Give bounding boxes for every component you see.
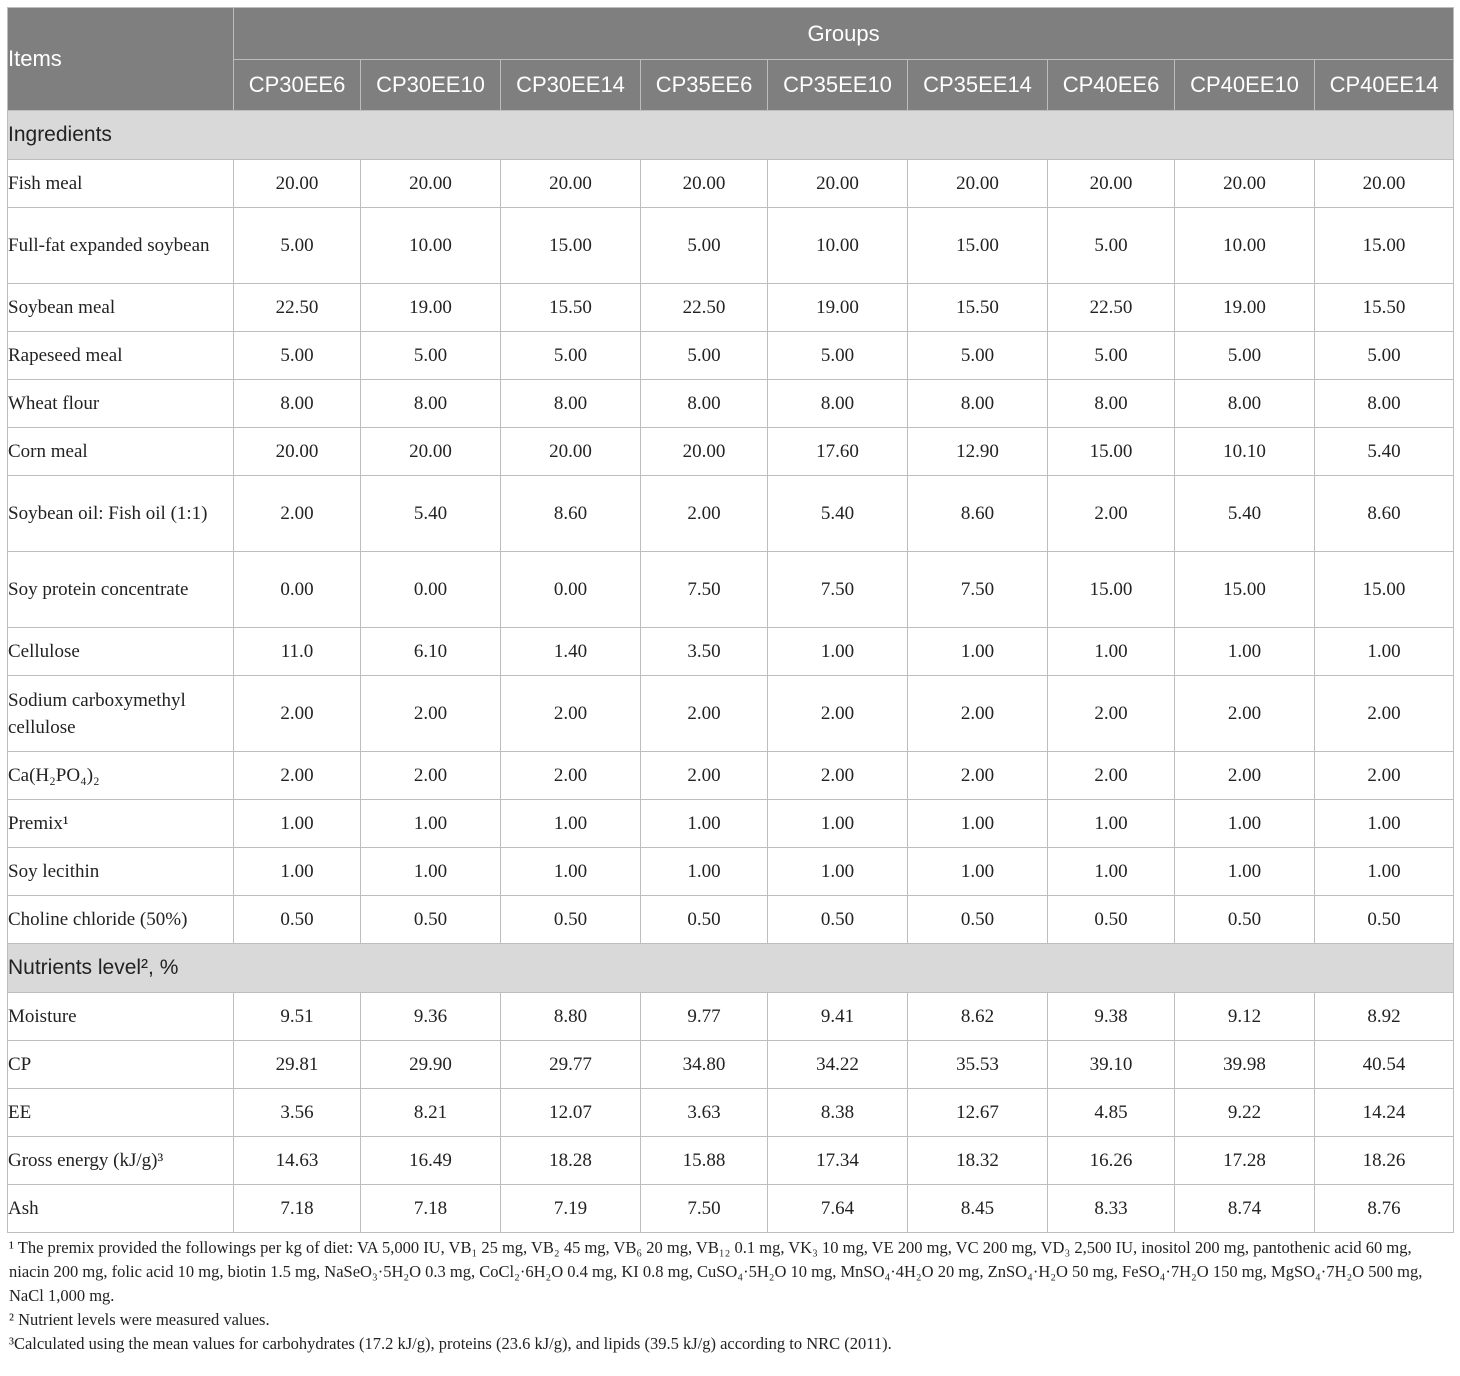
table-cell: 7.50 (908, 552, 1048, 628)
row-label: Moisture (8, 993, 234, 1041)
table-cell: 8.00 (501, 380, 641, 428)
table-cell: 8.00 (908, 380, 1048, 428)
table-cell: 5.40 (361, 476, 501, 552)
table-cell: 8.00 (1175, 380, 1315, 428)
table-cell: 0.50 (641, 896, 768, 944)
table-cell: 2.00 (1048, 676, 1175, 752)
table-cell: 20.00 (234, 160, 361, 208)
table-cell: 17.34 (768, 1137, 908, 1185)
table-cell: 5.00 (1175, 332, 1315, 380)
table-cell: 9.22 (1175, 1089, 1315, 1137)
table-cell: 20.00 (641, 160, 768, 208)
table-cell: 2.00 (234, 676, 361, 752)
table-cell: 1.00 (1315, 628, 1454, 676)
table-cell: 16.26 (1048, 1137, 1175, 1185)
row-label: Soy protein concentrate (8, 552, 234, 628)
table-cell: 8.80 (501, 993, 641, 1041)
group-header-cell: CP35EE14 (908, 60, 1048, 111)
group-header-cell: CP40EE14 (1315, 60, 1454, 111)
table-cell: 7.18 (234, 1185, 361, 1233)
table-cell: 4.85 (1048, 1089, 1175, 1137)
table-cell: 20.00 (908, 160, 1048, 208)
table-cell: 2.00 (768, 752, 908, 800)
table-cell: 20.00 (1175, 160, 1315, 208)
table-cell: 10.00 (1175, 208, 1315, 284)
table-cell: 15.00 (501, 208, 641, 284)
table-cell: 3.56 (234, 1089, 361, 1137)
table-row (8, 1185, 1454, 1233)
table-cell: 1.00 (1315, 848, 1454, 896)
table-cell: 9.41 (768, 993, 908, 1041)
table-cell: 8.21 (361, 1089, 501, 1137)
table-cell: 0.00 (234, 552, 361, 628)
table-cell: 2.00 (768, 676, 908, 752)
table-cell: 3.63 (641, 1089, 768, 1137)
table-cell: 8.92 (1315, 993, 1454, 1041)
diet-composition-table (7, 7, 1454, 1233)
row-label: Ca(H₂PO₄)₂ (8, 752, 234, 800)
section-row (8, 111, 1454, 160)
table-cell: 7.18 (361, 1185, 501, 1233)
table-cell: 2.00 (361, 676, 501, 752)
table-cell: 1.00 (1048, 800, 1175, 848)
table-row (8, 752, 1454, 800)
group-header-cell: CP30EE14 (501, 60, 641, 111)
row-label: CP (8, 1041, 234, 1089)
table-cell: 5.40 (1315, 428, 1454, 476)
table-cell: 6.10 (361, 628, 501, 676)
row-label: Premix¹ (8, 800, 234, 848)
table-cell: 19.00 (768, 284, 908, 332)
table-cell: 15.50 (501, 284, 641, 332)
table-cell: 10.10 (1175, 428, 1315, 476)
table-cell: 15.50 (1315, 284, 1454, 332)
row-label: Gross energy (kJ/g)³ (8, 1137, 234, 1185)
table-cell: 0.50 (1315, 896, 1454, 944)
table-cell: 5.00 (768, 332, 908, 380)
table-cell: 2.00 (1048, 752, 1175, 800)
row-label: EE (8, 1089, 234, 1137)
table-cell: 2.00 (1175, 676, 1315, 752)
table-container (7, 7, 1453, 1356)
table-cell: 5.00 (908, 332, 1048, 380)
table-cell: 20.00 (501, 428, 641, 476)
table-cell: 8.00 (1048, 380, 1175, 428)
table-cell: 0.50 (908, 896, 1048, 944)
table-row (8, 628, 1454, 676)
table-cell: 8.00 (768, 380, 908, 428)
table-cell: 2.00 (1315, 676, 1454, 752)
table-cell: 8.74 (1175, 1185, 1315, 1233)
table-cell: 15.00 (1315, 208, 1454, 284)
row-label: Wheat flour (8, 380, 234, 428)
group-header-cell: CP40EE6 (1048, 60, 1175, 111)
table-cell: 20.00 (234, 428, 361, 476)
table-cell: 8.00 (1315, 380, 1454, 428)
table-row (8, 428, 1454, 476)
table-cell: 5.00 (361, 332, 501, 380)
section-title: Ingredients (8, 111, 1454, 160)
table-cell: 5.00 (641, 332, 768, 380)
table-row (8, 800, 1454, 848)
table-cell: 22.50 (1048, 284, 1175, 332)
table-cell: 8.60 (908, 476, 1048, 552)
table-cell: 2.00 (234, 476, 361, 552)
groups-header: Groups (234, 8, 1454, 60)
table-cell: 1.00 (768, 800, 908, 848)
table-cell: 8.00 (234, 380, 361, 428)
table-cell: 20.00 (641, 428, 768, 476)
table-cell: 20.00 (361, 428, 501, 476)
table-cell: 10.00 (768, 208, 908, 284)
table-cell: 34.80 (641, 1041, 768, 1089)
table-cell: 8.33 (1048, 1185, 1175, 1233)
table-cell: 12.67 (908, 1089, 1048, 1137)
table-cell: 1.00 (1175, 848, 1315, 896)
table-cell: 39.98 (1175, 1041, 1315, 1089)
table-cell: 5.00 (1048, 208, 1175, 284)
table-cell: 20.00 (501, 160, 641, 208)
table-cell: 0.50 (234, 896, 361, 944)
table-cell: 17.28 (1175, 1137, 1315, 1185)
table-cell: 15.00 (1048, 552, 1175, 628)
table-cell: 5.00 (234, 332, 361, 380)
table-cell: 8.60 (501, 476, 641, 552)
table-cell: 8.60 (1315, 476, 1454, 552)
table-cell: 2.00 (1315, 752, 1454, 800)
table-row (8, 896, 1454, 944)
table-row (8, 476, 1454, 552)
table-cell: 1.00 (234, 800, 361, 848)
table-cell: 18.32 (908, 1137, 1048, 1185)
table-row (8, 552, 1454, 628)
row-label: Rapeseed meal (8, 332, 234, 380)
table-cell: 19.00 (361, 284, 501, 332)
table-cell: 8.38 (768, 1089, 908, 1137)
table-cell: 2.00 (908, 752, 1048, 800)
table-cell: 5.00 (1315, 332, 1454, 380)
table-cell: 15.00 (1048, 428, 1175, 476)
group-header-cell: CP40EE10 (1175, 60, 1315, 111)
table-cell: 5.40 (1175, 476, 1315, 552)
table-cell: 1.00 (768, 628, 908, 676)
row-label: Soybean meal (8, 284, 234, 332)
table-cell: 29.81 (234, 1041, 361, 1089)
table-cell: 0.50 (361, 896, 501, 944)
table-cell: 0.50 (1175, 896, 1315, 944)
table-row (8, 160, 1454, 208)
table-cell: 7.64 (768, 1185, 908, 1233)
table-cell: 22.50 (234, 284, 361, 332)
table-cell: 8.62 (908, 993, 1048, 1041)
section-row (8, 944, 1454, 993)
table-row (8, 284, 1454, 332)
table-cell: 1.00 (501, 800, 641, 848)
table-cell: 5.00 (641, 208, 768, 284)
table-row (8, 676, 1454, 752)
table-body (8, 111, 1454, 1233)
table-cell: 1.00 (1175, 800, 1315, 848)
table-cell: 1.00 (234, 848, 361, 896)
table-cell: 1.00 (908, 628, 1048, 676)
table-cell: 9.36 (361, 993, 501, 1041)
items-header: Items (8, 8, 234, 111)
table-cell: 7.50 (641, 1185, 768, 1233)
table-cell: 1.00 (501, 848, 641, 896)
table-cell: 1.00 (1315, 800, 1454, 848)
row-label: Fish meal (8, 160, 234, 208)
table-cell: 18.28 (501, 1137, 641, 1185)
table-cell: 40.54 (1315, 1041, 1454, 1089)
table-cell: 0.50 (1048, 896, 1175, 944)
table-cell: 15.88 (641, 1137, 768, 1185)
table-cell: 16.49 (361, 1137, 501, 1185)
table-cell: 5.00 (1048, 332, 1175, 380)
table-cell: 1.40 (501, 628, 641, 676)
table-row (8, 1041, 1454, 1089)
table-row (8, 332, 1454, 380)
table-cell: 0.00 (361, 552, 501, 628)
table-cell: 9.12 (1175, 993, 1315, 1041)
table-cell: 3.50 (641, 628, 768, 676)
group-header-cell: CP35EE6 (641, 60, 768, 111)
table-cell: 7.19 (501, 1185, 641, 1233)
table-cell: 15.00 (908, 208, 1048, 284)
table-cell: 8.00 (361, 380, 501, 428)
table-cell: 14.24 (1315, 1089, 1454, 1137)
table-cell: 1.00 (641, 848, 768, 896)
table-cell: 8.76 (1315, 1185, 1454, 1233)
table-cell: 2.00 (234, 752, 361, 800)
row-label: Choline chloride (50%) (8, 896, 234, 944)
table-cell: 7.50 (641, 552, 768, 628)
table-cell: 2.00 (501, 752, 641, 800)
section-title: Nutrients level², % (8, 944, 1454, 993)
table-cell: 9.51 (234, 993, 361, 1041)
table-cell: 2.00 (501, 676, 641, 752)
row-label: Ash (8, 1185, 234, 1233)
table-cell: 20.00 (768, 160, 908, 208)
group-header-cell: CP30EE10 (361, 60, 501, 111)
table-cell: 12.07 (501, 1089, 641, 1137)
row-label: Sodium carboxymethyl cellulose (8, 676, 234, 752)
table-cell: 2.00 (1175, 752, 1315, 800)
table-cell: 2.00 (641, 752, 768, 800)
table-cell: 22.50 (641, 284, 768, 332)
footnote: ³Calculated using the mean values for carbohydrates (17.2 kJ/g), proteins (23.6 kJ/g), and lipids (39.5 kJ/g) according to NRC (2011). (9, 1334, 892, 1353)
table-row (8, 208, 1454, 284)
table-row (8, 1089, 1454, 1137)
table-cell: 15.50 (908, 284, 1048, 332)
table-cell: 20.00 (1048, 160, 1175, 208)
table-cell: 11.0 (234, 628, 361, 676)
table-cell: 9.77 (641, 993, 768, 1041)
group-header-cell: CP30EE6 (234, 60, 361, 111)
table-cell: 8.00 (641, 380, 768, 428)
table-cell: 17.60 (768, 428, 908, 476)
table-cell: 1.00 (768, 848, 908, 896)
table-cell: 1.00 (1175, 628, 1315, 676)
table-cell: 29.90 (361, 1041, 501, 1089)
table-cell: 18.26 (1315, 1137, 1454, 1185)
table-cell: 15.00 (1315, 552, 1454, 628)
table-cell: 2.00 (361, 752, 501, 800)
table-cell: 1.00 (908, 848, 1048, 896)
table-cell: 34.22 (768, 1041, 908, 1089)
table-cell: 1.00 (641, 800, 768, 848)
table-row (8, 380, 1454, 428)
table-cell: 19.00 (1175, 284, 1315, 332)
table-cell: 2.00 (908, 676, 1048, 752)
table-cell: 39.10 (1048, 1041, 1175, 1089)
table-cell: 9.38 (1048, 993, 1175, 1041)
table-cell: 5.00 (501, 332, 641, 380)
table-cell: 0.50 (768, 896, 908, 944)
table-cell: 29.77 (501, 1041, 641, 1089)
table-cell: 1.00 (1048, 628, 1175, 676)
table-cell: 5.40 (768, 476, 908, 552)
row-label: Full-fat expanded soybean (8, 208, 234, 284)
table-row (8, 993, 1454, 1041)
table-cell: 5.00 (234, 208, 361, 284)
table-cell: 10.00 (361, 208, 501, 284)
group-header-cell: CP35EE10 (768, 60, 908, 111)
table-cell: 0.50 (501, 896, 641, 944)
table-cell: 0.00 (501, 552, 641, 628)
table-cell: 1.00 (361, 800, 501, 848)
table-cell: 12.90 (908, 428, 1048, 476)
table-cell: 1.00 (361, 848, 501, 896)
table-cell: 35.53 (908, 1041, 1048, 1089)
table-cell: 2.00 (641, 476, 768, 552)
row-label: Corn meal (8, 428, 234, 476)
row-label: Soybean oil: Fish oil (1:1) (8, 476, 234, 552)
footnotes (7, 1236, 1455, 1356)
table-cell: 2.00 (641, 676, 768, 752)
row-label: Cellulose (8, 628, 234, 676)
table-cell: 2.00 (1048, 476, 1175, 552)
table-cell: 1.00 (1048, 848, 1175, 896)
footnote: ² Nutrient levels were measured values. (9, 1310, 270, 1329)
table-cell: 8.45 (908, 1185, 1048, 1233)
table-cell: 14.63 (234, 1137, 361, 1185)
row-label: Soy lecithin (8, 848, 234, 896)
table-cell: 1.00 (908, 800, 1048, 848)
table-cell: 20.00 (1315, 160, 1454, 208)
table-cell: 15.00 (1175, 552, 1315, 628)
table-cell: 20.00 (361, 160, 501, 208)
table-cell: 7.50 (768, 552, 908, 628)
footnote: ¹ The premix provided the followings per kg of diet: VA 5,000 IU, VB₁ 25 mg, VB₂ 45 mg, VB₆ 20 mg, VB₁₂ 0.1 mg, VK₃ 10 mg, VE 200 mg, VC 200 mg, VD₃ 2,500 IU, inositol 200 mg, pantothenic acid 60 mg, niacin 200 mg, folic acid 10 mg, biotin 1.5 mg, NaSeO₃·5H₂O 0.3 mg, CoCl₂·6H₂O 0.4 mg, KI 0.8 mg, CuSO₄·5H₂O 10 mg, MnSO₄·4H₂O 20 mg, ZnSO₄·H₂O 50 mg, FeSO₄·7H₂O 150 mg, MgSO₄·7H₂O 500 mg, NaCl 1,000 mg. (9, 1238, 1423, 1305)
table-row (8, 848, 1454, 896)
table-row (8, 1137, 1454, 1185)
